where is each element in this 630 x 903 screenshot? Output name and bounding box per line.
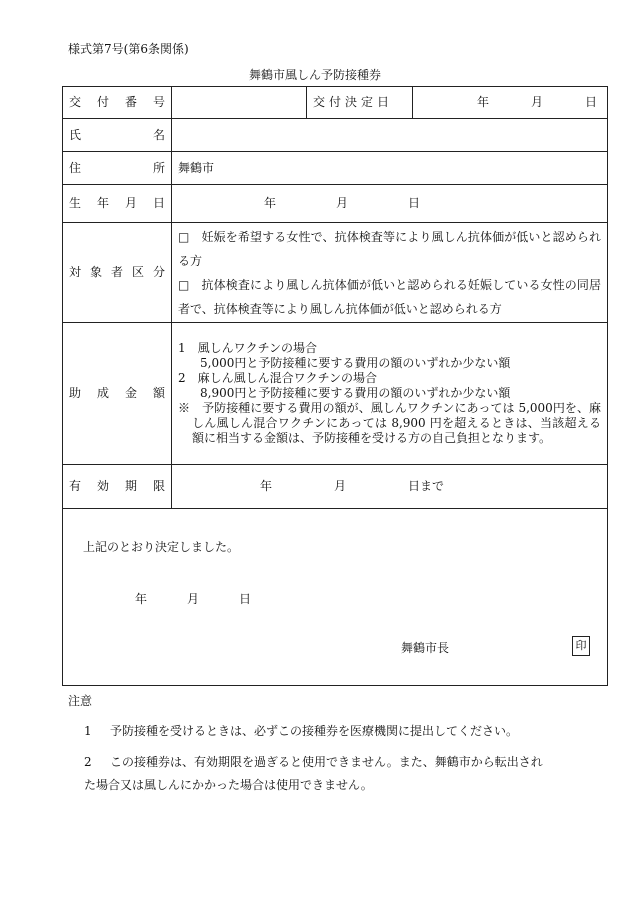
row-birthdate: [63, 185, 608, 223]
note-item: 2 この接種券は、有効期限を過ぎると使用できません。また、舞鶴市から転出された場合又は風しんにかかった場合は使用できません。: [84, 755, 543, 792]
name-label: 氏 名: [63, 119, 172, 152]
decision-date-value[interactable]: 年 月 日: [413, 87, 608, 119]
subsidy-details: [172, 323, 608, 465]
target-option-1[interactable]: □ 妊娠を希望する女性で、抗体検査等により風しん抗体価が低いと認められる方: [178, 229, 601, 268]
notes-heading: 注意: [68, 694, 93, 708]
note-item: 1 予防接種を受けるときは、必ずこの接種券を医療機関に提出してください。: [84, 724, 519, 738]
birthdate-value[interactable]: 年 月 日: [172, 185, 608, 223]
target-option-2[interactable]: □ 抗体検査により風しん抗体価が低いと認められる妊娠している女性の同居者で、抗体検査等により風しん抗体価が低いと認められる方: [178, 277, 601, 316]
target-options: [172, 223, 608, 323]
form-number-label: 様式第7号(第6条関係): [68, 42, 189, 56]
issue-number-label: 交 付 番 号: [63, 87, 172, 119]
subsidy-label: 助 成 金 額: [63, 323, 172, 465]
subsidy-item-1: 1 風しんワクチンの場合: [178, 341, 318, 355]
seal-stamp: 印: [572, 636, 590, 656]
document-title: 舞鶴市風しん予防接種券: [248, 68, 381, 82]
birthdate-label: 生 年 月 日: [63, 185, 172, 223]
issue-number-value[interactable]: [172, 87, 307, 119]
row-name: [63, 119, 608, 152]
vaccination-ticket-table: [62, 86, 608, 686]
mayor-signature-label: 舞鶴市長: [401, 641, 450, 655]
row-issue-number: [63, 87, 608, 119]
subsidy-item-1-detail: 5,000円と予防接種に要する費用の額のいずれか少ない額: [200, 356, 511, 370]
validity-label: 有 効 期 限: [63, 465, 172, 509]
subsidy-note: ※ 予防接種に要する費用の額が、風しんワクチンにあっては 5,000円を、麻しん風しん混合ワクチンにあっては 8,900 円を超えるときは、当該超える額に相当する金額は、予防接種を受ける方の自己負担となります。: [178, 401, 601, 445]
subsidy-item-2: 2 麻しん風しん混合ワクチンの場合: [178, 371, 378, 385]
address-value[interactable]: 舞鶴市: [172, 152, 608, 185]
row-target: [63, 223, 608, 323]
decision-block: [63, 509, 608, 686]
target-label: 対 象 者 区 分: [63, 223, 172, 323]
subsidy-item-2-detail: 8,900円と予防接種に要する費用の額のいずれか少ない額: [200, 386, 511, 400]
decision-statement: 上記のとおり決定しました。: [83, 540, 240, 554]
row-subsidy: [63, 323, 608, 465]
row-address: [63, 152, 608, 185]
decision-date-label: 交付決定日: [307, 87, 413, 119]
notes-list: [84, 720, 554, 805]
row-decision: [63, 509, 608, 686]
validity-value[interactable]: 年 月 日まで: [172, 465, 608, 509]
decision-date-line[interactable]: 年 月 日: [135, 592, 252, 606]
name-value[interactable]: [172, 119, 608, 152]
address-label: 住 所: [63, 152, 172, 185]
row-validity: [63, 465, 608, 509]
